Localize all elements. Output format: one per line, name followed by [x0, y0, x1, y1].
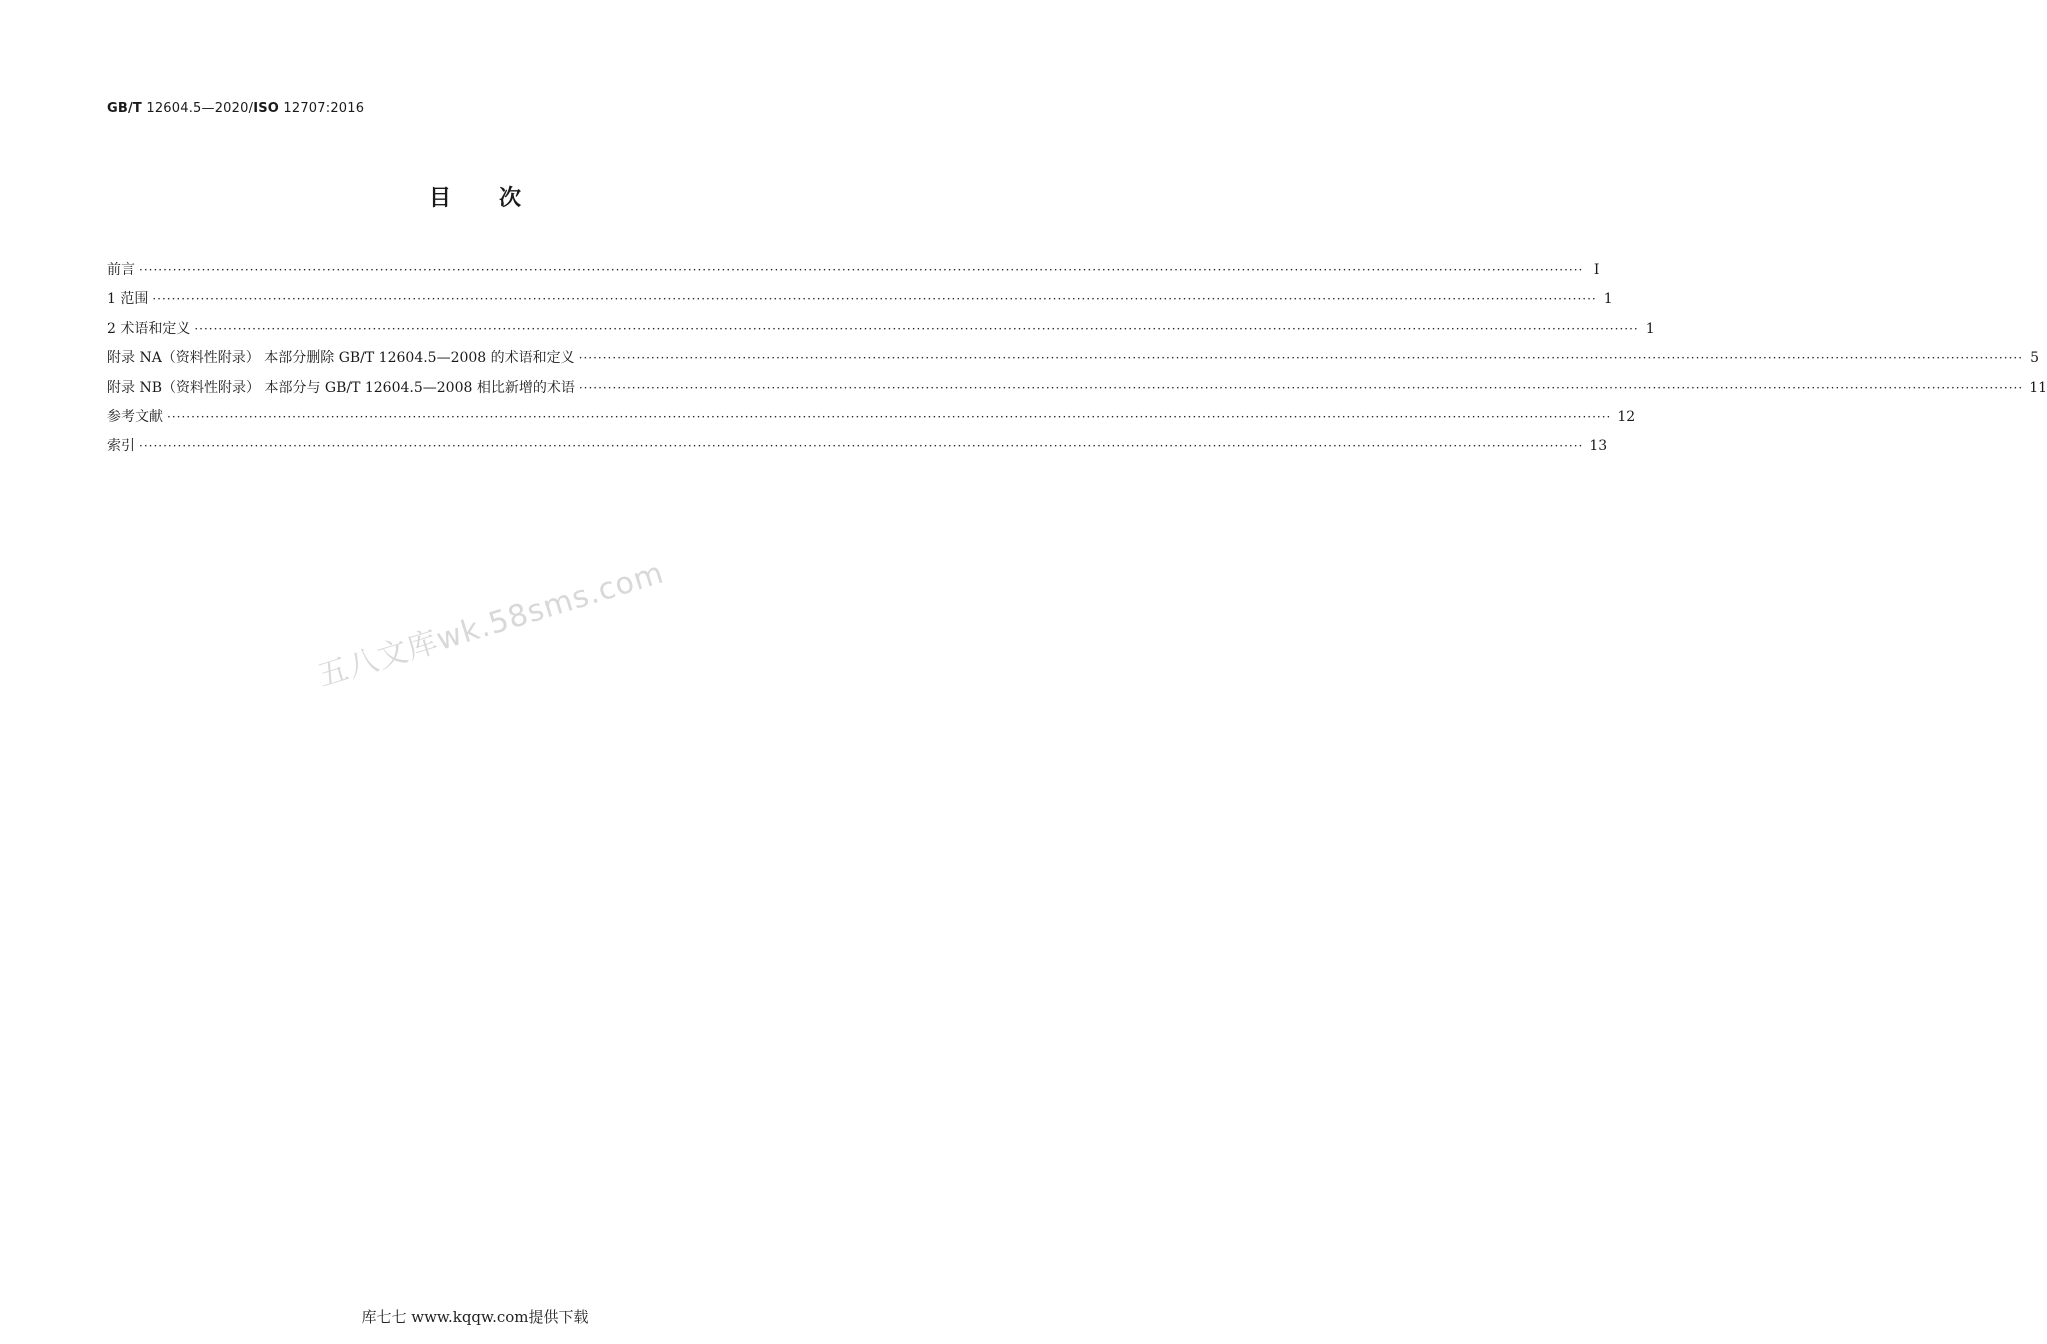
toc-entry-label: 索引	[107, 438, 135, 455]
toc-leader-dots: ············································································································································································································································································································	[194, 321, 1639, 336]
toc-page-number: 1	[1603, 291, 1613, 308]
toc-entry-label: 附录 NB（资料性附录） 本部分与 GB/T 12604.5—2008 相比新增的术语	[107, 379, 575, 396]
toc-page-number: 5	[2030, 350, 2040, 367]
toc-entry-label: 附录 NA（资料性附录） 本部分删除 GB/T 12604.5—2008 的术语和定义	[107, 350, 575, 367]
toc-page-number: 13	[1589, 438, 1608, 455]
toc-entry-foreword[interactable]	[107, 259, 1600, 288]
toc-entry-label: 2 术语和定义	[107, 320, 191, 337]
std-a-code: GB/T	[107, 101, 142, 116]
toc-page-number: 1	[1645, 320, 1655, 337]
table-of-contents	[107, 259, 2047, 465]
std-b-code: ISO	[253, 101, 280, 116]
download-footer: 库七七 www.kqqw.com提供下载	[361, 1308, 589, 1326]
toc-leader-dots: ············································································································································································································································································································	[139, 439, 1584, 454]
toc-entry-label: 参考文献	[107, 408, 163, 425]
toc-leader-dots: ············································································································································································································································································································	[152, 292, 1597, 307]
watermark-text: 五八文库wk.58sms.com	[313, 555, 669, 695]
toc-entry-index[interactable]	[107, 435, 1608, 464]
std-separator: /	[248, 101, 254, 116]
page-title	[0, 181, 950, 212]
toc-entry-terms[interactable]	[107, 318, 1655, 347]
toc-page-number: 12	[1617, 408, 1636, 425]
title-char-1: 目	[428, 186, 451, 211]
toc-leader-dots: ············································································································································································································································································································	[578, 380, 2024, 395]
std-a-number: 12604.5—2020	[146, 101, 249, 116]
toc-entry-bibliography[interactable]	[107, 406, 1636, 435]
toc-entry-label: 1 范围	[107, 291, 149, 308]
std-b-number: 12707:2016	[283, 101, 365, 116]
toc-leader-dots: ············································································································································································································································································································	[167, 409, 1612, 424]
toc-page-number: Ⅰ	[1593, 262, 1600, 278]
toc-entry-annex-nb[interactable]	[107, 377, 2047, 406]
toc-entry-annex-na[interactable]	[107, 347, 2040, 376]
toc-leader-dots: ············································································································································································································································································································	[139, 263, 1584, 277]
toc-entry-scope[interactable]	[107, 288, 1613, 317]
standard-number-header	[107, 101, 364, 116]
toc-entry-label: 前言	[107, 262, 135, 278]
title-char-2: 次	[499, 186, 522, 211]
toc-leader-dots: ············································································································································································································································································································	[578, 351, 2024, 366]
toc-page-number: 11	[2029, 379, 2047, 396]
